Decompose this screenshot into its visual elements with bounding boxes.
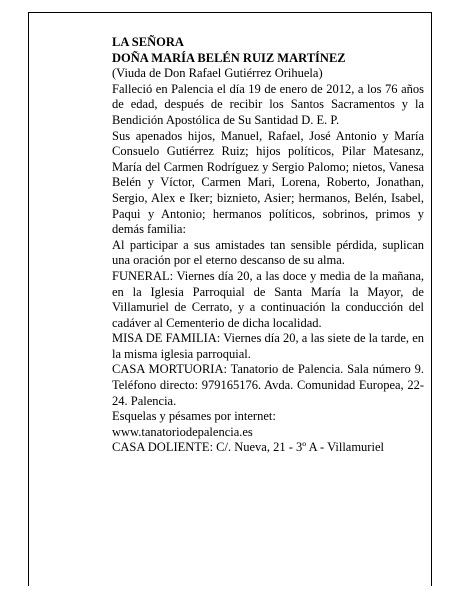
widow-of-line: (Viuda de Don Rafael Gutiérrez Orihuela) (112, 66, 323, 81)
funeral-home-details: CASA MORTUORIA: Tanatorio de Palencia. Sala número 9. Teléfono directo: 979165176. Avda. Comunidad Europea, 22-24. Palencia. (112, 362, 424, 408)
deceased-name: DOÑA MARÍA BELÉN RUIZ MARTÍNEZ (112, 50, 346, 65)
house-of-mourning: CASA DOLIENTE: C/. Nueva, 21 - 3º A - Villamuriel (112, 440, 384, 455)
prayer-request: Al participar a sus amistades tan sensible pérdida, suplican una oración por el eterno descanso de su alma. (112, 237, 424, 268)
obituary-notice (112, 35, 424, 456)
funeral-details: FUNERAL: Viernes día 20, a las doce y media de la mañana, en la Iglesia Parroquial de Santa María la Mayor, de Villamuriel de Cerrato, y a continuación la conducción del cadáver al Cementerio de dicha localidad. (112, 268, 424, 330)
condolences-label: Esquelas y pésames por internet: (112, 409, 276, 424)
family-members: Sus apenados hijos, Manuel, Rafael, José Antonio y María Consuelo Gutiérrez Ruiz; hijos políticos, Pilar Matesanz, María del Carmen Rodríguez y Sergio Palomo; nietos, Vanesa Belén y Víctor, Carmen Mari, Lorena, Roberto, Jonathan, Sergio, Alex e Iker; biznieto, Asier; hermanos, Belén, Isabel, Paqui y Antonio; hermanos políticos, sobrinos, primos y demás familia: (112, 128, 424, 237)
family-mass-details: MISA DE FAMILIA: Viernes día 20, a las siete de la tarde, en la misma iglesia parroquial. (112, 331, 424, 361)
death-announcement: Falleció en Palencia el día 19 de enero de 2012, a los 76 años de edad, después de recibir los Santos Sacramentos y la Bendición Apostólica de Su Santidad D. E. P. (112, 81, 424, 127)
notice-heading: LA SEÑORA (112, 35, 184, 49)
condolences-url: www.tanatoriodepalencia.es (112, 424, 253, 439)
